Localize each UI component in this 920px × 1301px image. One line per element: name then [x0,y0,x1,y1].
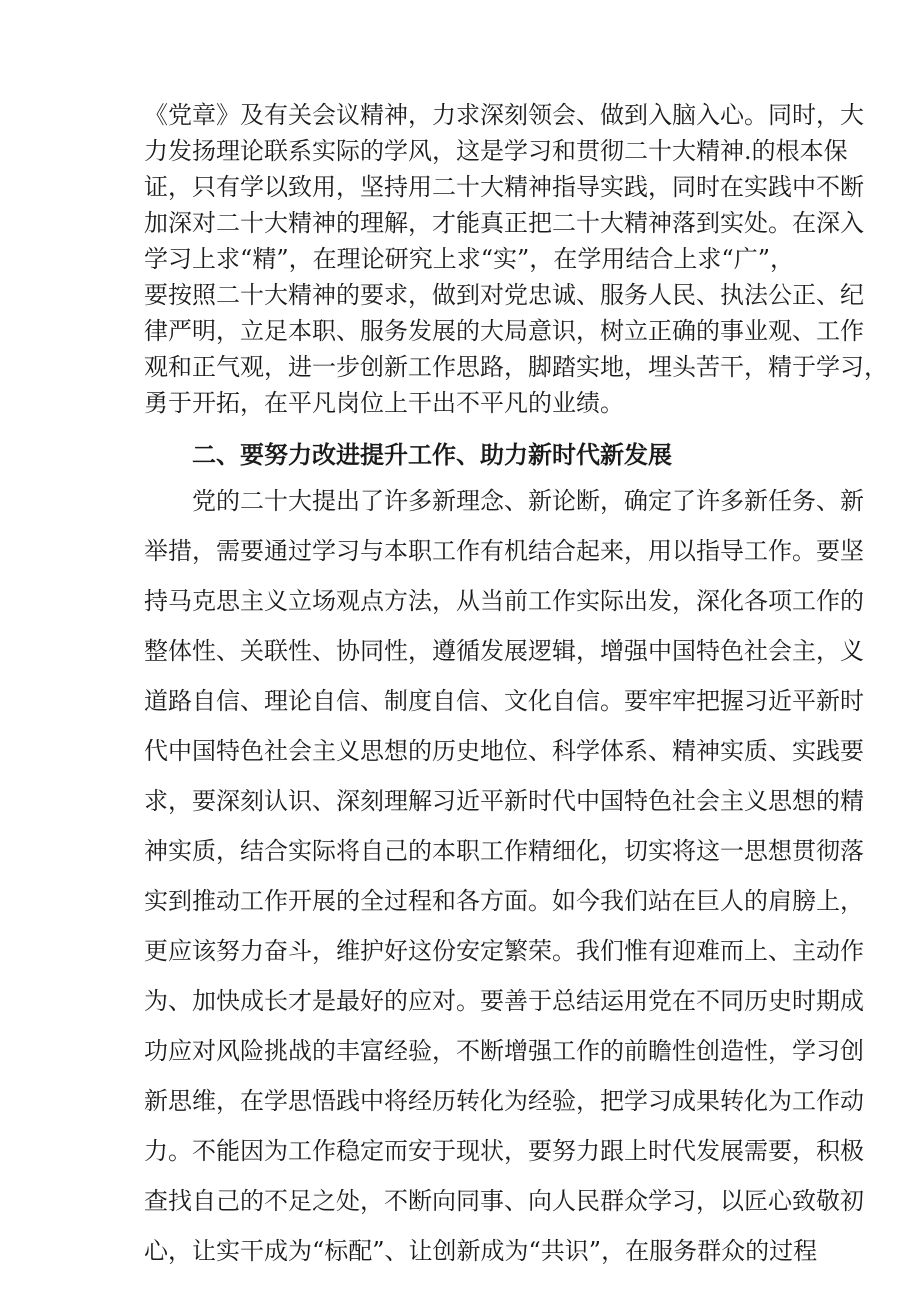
paragraph-2-line: 整体性、关联性、协同性，遵循发展逻辑，增强中国特色社会主，义 [144,637,864,665]
paragraph-2-line: 党的二十大提出了许多新理念、新论断，确定了许多新任务、新 [192,487,864,515]
paragraph-2-line: 神实质，结合实际将自己的本职工作精细化，切实将这一思想贯彻落 [144,837,864,865]
paragraph-2-line: 求，要深刻认识、深刻理解习近平新时代中国特色社会主义思想的精 [144,787,864,815]
paragraph-1-line: 学习上求“精”，在理论研究上求“实”，在学用结合上求“广”， [144,245,794,273]
paragraph-2-line: 举措，需要通过学习与本职工作有机结合起来，用以指导工作。要坚 [144,537,864,565]
paragraph-2-line: 代中国特色社会主义思想的历史地位、科学体系、精神实质、实践要 [144,737,864,765]
paragraph-2-line: 力。不能因为工作稳定而安于现状，要努力跟上时代发展需要，积极 [144,1137,864,1165]
paragraph-1-line: 观和正气观，进一步创新工作思路，脚踏实地，埋头苦干，精于学习， [144,353,888,381]
paragraph-2-line: 心，让实干成为“标配”、让创新成为“共识”，在服务群众的过程 [144,1237,818,1265]
paragraph-2-line: 新思维，在学思悟践中将经历转化为经验，把学习成果转化为工作动 [144,1087,864,1115]
paragraph-1-line: 证，只有学以致用，坚持用二十大精神指导实践，同时在实践中不断 [144,173,864,201]
paragraph-2-line: 道路自信、理论自信、制度自信、文化自信。要牢牢把握习近平新时 [144,687,864,715]
section-heading: 二、要努力改进提升工作、助力新时代新发展 [192,440,672,469]
paragraph-2-line: 功应对风险挑战的丰富经验，不断增强工作的前瞻性创造性，学习创 [144,1037,864,1065]
paragraph-2-line: 为、加快成长才是最好的应对。要善于总结运用党在不同历史时期成 [144,987,864,1015]
paragraph-1-line: 力发扬理论联系实际的学风，这是学习和贯彻二十大精神.的根本保 [144,137,848,165]
paragraph-1-line: 加深对二十大精神的理解，才能真正把二十大精神落到实处。在深入 [144,209,864,237]
paragraph-1-line: 律严明，立足本职、服务发展的大局意识，树立正确的事业观、工作 [144,317,864,345]
paragraph-1-line: 要按照二十大精神的要求，做到对党忠诚、服务人民、执法公正、纪 [144,281,864,309]
paragraph-2-line: 实到推动工作开展的全过程和各方面。如今我们站在巨人的肩膀上， [144,887,864,915]
paragraph-2-line: 持马克思主义立场观点方法，从当前工作实际出发，深化各项工作的 [144,587,864,615]
paragraph-2-line: 查找自己的不足之处，不断向同事、向人民群众学习，以匠心致敬初 [144,1187,864,1215]
paragraph-2-line: 更应该努力奋斗，维护好这份安定繁荣。我们惟有迎难而上、主动作 [144,937,864,965]
paragraph-1-line: 《党章》及有关会议精神，力求深刻领会、做到入脑入心。同时，大 [144,101,864,129]
paragraph-1-line: 勇于开拓，在平凡岗位上干出不平凡的业绩。 [144,389,624,417]
